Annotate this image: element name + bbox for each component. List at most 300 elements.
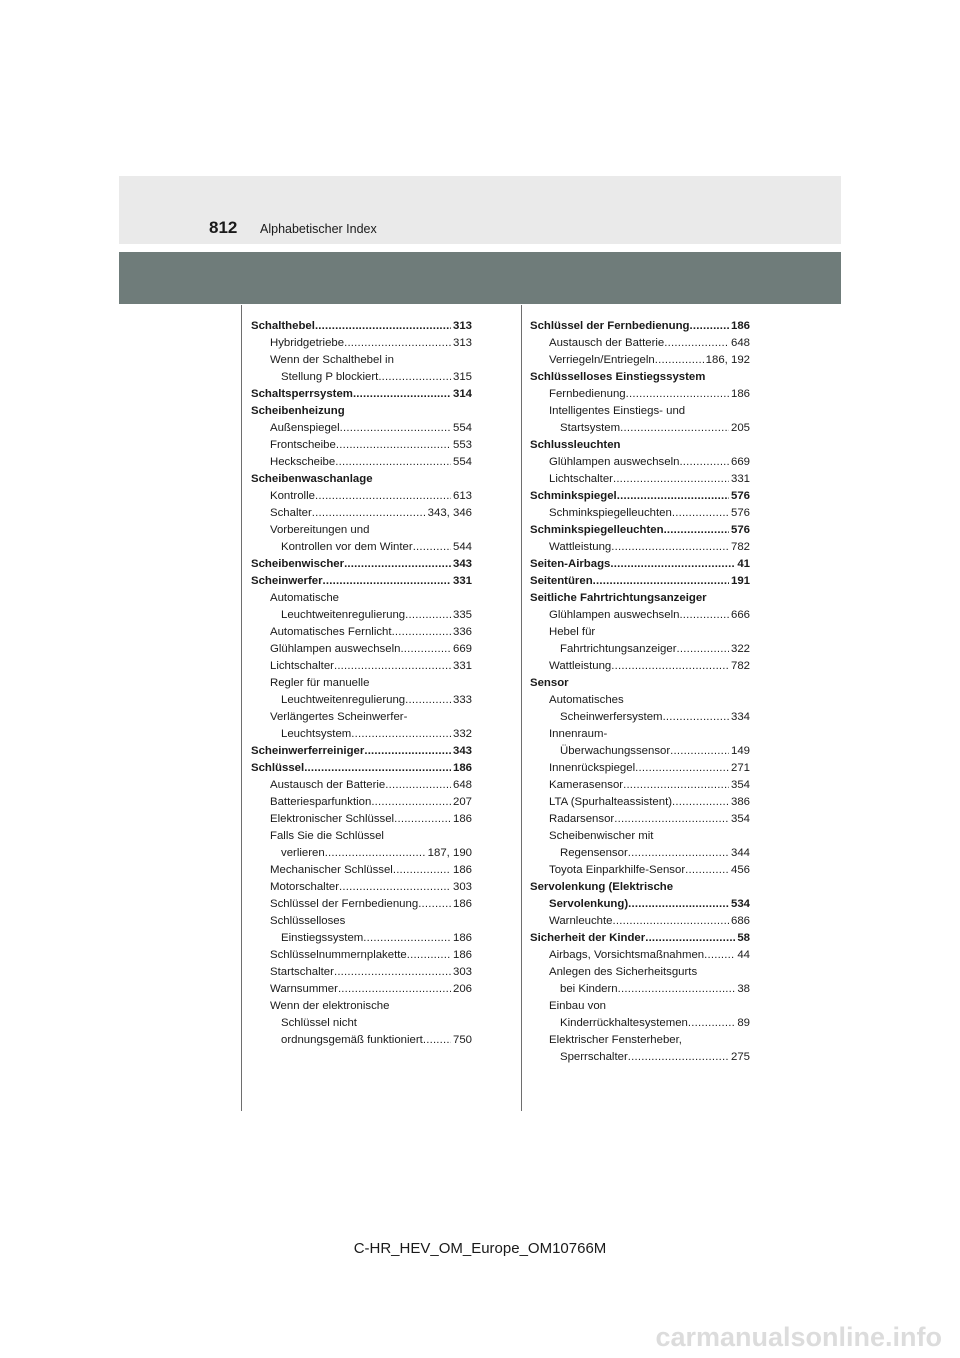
index-page-ref: 186: [730, 388, 750, 400]
index-page-ref: 275: [730, 1051, 750, 1063]
index-entry-sub: [251, 522, 472, 539]
dot-leader: [335, 454, 451, 471]
index-entry-text: Regensensor: [560, 847, 628, 859]
index-entry-sub: [251, 777, 472, 794]
dot-leader: [611, 539, 729, 556]
index-entry-sub: [251, 624, 472, 641]
index-entry-main: [251, 471, 472, 488]
index-entry-sub: [530, 726, 750, 743]
index-entry-text: Schaltsperrsystem: [251, 388, 353, 400]
index-page-ref: 554: [452, 422, 472, 434]
dot-leader: [613, 471, 729, 488]
dot-leader: [635, 760, 729, 777]
index-entry-main: [530, 930, 750, 947]
index-page-ref: 186: [452, 949, 472, 961]
dot-leader: [664, 335, 729, 352]
index-entry-sub: [530, 828, 750, 845]
dot-leader: [672, 794, 729, 811]
index-entry-text: Außenspiegel: [270, 422, 340, 434]
index-entry-sub: [530, 981, 750, 998]
index-entry-text: bei Kindern: [560, 983, 618, 995]
index-entry-text: Verlängertes Scheinwerfer-: [270, 711, 408, 723]
dot-leader: [407, 947, 451, 964]
index-entry-text: Schlüsselloses Einstiegssystem: [530, 371, 706, 383]
index-entry-sub: [251, 913, 472, 930]
dot-leader: [394, 811, 451, 828]
index-page-ref: 89: [737, 1017, 750, 1029]
index-entry-sub: [251, 845, 472, 862]
index-entry-text: Scheinwerfer: [251, 575, 323, 587]
index-page-ref: 344: [730, 847, 750, 859]
index-entry-main: [530, 573, 750, 590]
dot-leader: [685, 862, 729, 879]
index-entry-text: Elektrischer Fensterheber,: [549, 1034, 682, 1046]
dot-leader: [704, 947, 735, 964]
index-entry-sub: [251, 607, 472, 624]
index-entry-sub: [530, 607, 750, 624]
index-entry-main: [530, 896, 750, 913]
index-entry-sub: [251, 828, 472, 845]
index-page-ref: 544: [452, 541, 472, 553]
index-entry-sub: [530, 454, 750, 471]
dot-leader: [338, 981, 451, 998]
index-page-ref: 315: [452, 371, 472, 383]
index-entry-sub: [251, 590, 472, 607]
section-band: [119, 252, 841, 304]
index-page-ref: 44: [737, 949, 750, 961]
index-entry-text: Falls Sie die Schlüssel: [270, 830, 384, 842]
index-entry-text: Servolenkung): [549, 898, 629, 910]
index-page-ref: 186: [452, 864, 472, 876]
dot-leader: [315, 318, 451, 335]
index-entry-text: LTA (Spurhalteassistent): [549, 796, 673, 808]
index-entry-text: Einstiegssystem: [281, 932, 364, 944]
index-page-ref: 186: [452, 932, 472, 944]
index-entry-sub: [530, 760, 750, 777]
index-page-ref: 331: [452, 660, 472, 672]
index-entry-main: [530, 318, 750, 335]
index-entry-sub: [251, 420, 472, 437]
dot-leader: [670, 743, 729, 760]
dot-leader: [611, 658, 729, 675]
document-id: C-HR_HEV_OM_Europe_OM10766M: [353, 1240, 607, 1257]
index-page-ref: 782: [730, 660, 750, 672]
index-entry-sub: [251, 794, 472, 811]
index-entry-text: Airbags, Vorsichtsmaßnahmen: [549, 949, 705, 961]
index-entry-text: Warnsummer: [270, 983, 338, 995]
index-entry-sub: [251, 1015, 472, 1032]
dot-leader: [614, 811, 729, 828]
index-entry-text: Toyota Einparkhilfe-Sensor: [549, 864, 686, 876]
dot-leader: [325, 845, 426, 862]
index-entry-text: Leuchtweitenregulierung: [281, 694, 406, 706]
index-page-ref: 186: [730, 320, 750, 332]
index-entry-text: Einbau von: [549, 1000, 606, 1012]
dot-leader: [628, 845, 729, 862]
index-page-ref: 648: [452, 779, 472, 791]
index-page-ref: 206: [452, 983, 472, 995]
index-entry-text: Schlüssel der Fernbedienung: [270, 898, 419, 910]
dot-leader: [315, 488, 451, 505]
index-page-ref: 186, 192: [705, 354, 750, 366]
index-entry-sub: [251, 930, 472, 947]
index-page-ref: 534: [730, 898, 750, 910]
index-page-ref: 331: [452, 575, 472, 587]
index-page-ref: 669: [730, 456, 750, 468]
index-entry-text: Schalter: [270, 507, 312, 519]
index-entry-sub: [251, 505, 472, 522]
index-page-ref: 207: [452, 796, 472, 808]
index-entry-sub: [530, 1049, 750, 1066]
dot-leader: [304, 760, 451, 777]
index-entry-main: [251, 573, 472, 590]
index-entry-sub: [530, 692, 750, 709]
index-entry-sub: [251, 675, 472, 692]
index-page-ref: 271: [730, 762, 750, 774]
index-entry-text: Leuchtweitenregulierung: [281, 609, 406, 621]
index-entry-sub: [530, 913, 750, 930]
index-entry-sub: [251, 964, 472, 981]
index-entry-main: [251, 743, 472, 760]
index-entry-sub: [251, 454, 472, 471]
dot-leader: [323, 573, 451, 590]
dot-leader: [334, 964, 451, 981]
index-page-ref: 456: [730, 864, 750, 876]
index-entry-main: [251, 386, 472, 403]
index-entry-sub: [530, 658, 750, 675]
index-entry-main: [251, 760, 472, 777]
index-entry-sub: [251, 1032, 472, 1049]
index-entry-sub: [251, 335, 472, 352]
index-entry-text: Stellung P blockiert: [281, 371, 379, 383]
dot-leader: [400, 641, 451, 658]
index-page-ref: 576: [730, 507, 750, 519]
index-entry-text: Schalthebel: [251, 320, 315, 332]
index-entry-text: Warnleuchte: [549, 915, 613, 927]
index-entry-sub: [251, 998, 472, 1015]
dot-leader: [334, 658, 451, 675]
index-entry-text: Innenrückspiegel: [549, 762, 636, 774]
section-title: Alphabetischer Index: [260, 222, 377, 236]
index-entry-main: [530, 879, 750, 896]
index-entry-sub: [530, 794, 750, 811]
index-entry-text: Lichtschalter: [270, 660, 334, 672]
index-entry-sub: [530, 386, 750, 403]
index-entry-text: Fahrtrichtungsanzeiger: [560, 643, 677, 655]
index-column-left: [251, 318, 472, 1049]
dot-leader: [610, 556, 735, 573]
index-entry-sub: [530, 709, 750, 726]
index-entry-text: Automatisches: [549, 694, 624, 706]
index-entry-sub: [251, 437, 472, 454]
index-page-ref: 314: [452, 388, 472, 400]
dot-leader: [679, 454, 729, 471]
index-entry-text: Glühlampen auswechseln: [549, 609, 680, 621]
dot-leader: [623, 777, 729, 794]
index-page-ref: 576: [730, 524, 750, 536]
index-entry-sub: [530, 947, 750, 964]
index-entry-text: Wenn der Schalthebel in: [270, 354, 394, 366]
index-entry-sub: [251, 709, 472, 726]
index-page-ref: 331: [730, 473, 750, 485]
index-entry-sub: [530, 862, 750, 879]
index-page-ref: 313: [452, 337, 472, 349]
index-page-ref: 782: [730, 541, 750, 553]
index-entry-sub: [530, 1015, 750, 1032]
index-entry-text: Schlüsselloses: [270, 915, 346, 927]
index-page-ref: 333: [452, 694, 472, 706]
index-entry-text: Glühlampen auswechseln: [270, 643, 401, 655]
index-entry-main: [251, 556, 472, 573]
index-entry-main: [530, 369, 750, 386]
index-entry-sub: [251, 947, 472, 964]
index-entry-sub: [251, 658, 472, 675]
index-entry-main: [530, 590, 750, 607]
index-page-ref: 149: [730, 745, 750, 757]
index-entry-text: Kinderrückhaltesystemen: [560, 1017, 688, 1029]
index-page-ref: 576: [730, 490, 750, 502]
index-entry-text: Kontrolle: [270, 490, 315, 502]
index-entry-text: Schlüsselnummernplakette: [270, 949, 407, 961]
dot-leader: [405, 607, 451, 624]
index-page-ref: 191: [730, 575, 750, 587]
index-entry-sub: [530, 420, 750, 437]
index-page-ref: 354: [730, 813, 750, 825]
index-entry-text: Sicherheit der Kinder: [530, 932, 646, 944]
index-page-ref: 334: [730, 711, 750, 723]
index-entry-sub: [530, 1032, 750, 1049]
dot-leader: [688, 1015, 735, 1032]
index-entry-text: Startschalter: [270, 966, 334, 978]
index-page-ref: 648: [730, 337, 750, 349]
index-entry-text: Heckscheibe: [270, 456, 336, 468]
index-entry-sub: [251, 488, 472, 505]
index-entry-sub: [530, 335, 750, 352]
dot-leader: [405, 692, 451, 709]
dot-leader: [618, 981, 736, 998]
index-entry-text: Kontrollen vor dem Winter: [281, 541, 413, 553]
index-entry-text: Regler für manuelle: [270, 677, 370, 689]
dot-leader: [351, 726, 451, 743]
index-page-ref: 553: [452, 439, 472, 451]
dot-leader: [664, 522, 729, 539]
index-page-ref: 186: [452, 813, 472, 825]
dot-leader: [628, 896, 729, 913]
index-entry-text: Scheibenwischer mit: [549, 830, 654, 842]
index-entry-text: Anlegen des Sicherheitsgurts: [549, 966, 698, 978]
index-entry-text: Seiten-Airbags: [530, 558, 611, 570]
index-entry-text: Lichtschalter: [549, 473, 613, 485]
index-entry-text: Sensor: [530, 677, 569, 689]
index-page-ref: 332: [452, 728, 472, 740]
dot-leader: [344, 556, 451, 573]
index-entry-sub: [530, 641, 750, 658]
index-entry-text: Innenraum-: [549, 728, 608, 740]
index-entry-text: Wattleistung: [549, 660, 612, 672]
watermark-logo: carmanualsonline.info: [655, 1322, 942, 1352]
dot-leader: [672, 505, 729, 522]
index-entry-text: Schlüssel nicht: [281, 1017, 357, 1029]
index-entry-text: Motorschalter: [270, 881, 340, 893]
index-entry-text: Servolenkung (Elektrische: [530, 881, 674, 893]
index-entry-text: Scheinwerfersystem: [560, 711, 663, 723]
index-entry-sub: [251, 862, 472, 879]
index-entry-sub: [251, 352, 472, 369]
index-page-ref: 343: [452, 745, 472, 757]
index-entry-sub: [530, 743, 750, 760]
index-entry-text: Scheibenwischer: [251, 558, 345, 570]
index-page-ref: 303: [452, 966, 472, 978]
dot-leader: [663, 709, 729, 726]
left-column-rule: [241, 305, 242, 1111]
index-entry-sub: [530, 505, 750, 522]
index-entry-text: Batteriesparfunktion: [270, 796, 372, 808]
index-entry-sub: [530, 777, 750, 794]
index-page-ref: 303: [452, 881, 472, 893]
index-page-ref: 343: [452, 558, 472, 570]
index-entry-text: Schminkspiegelleuchten: [549, 507, 672, 519]
index-entry-text: Schlüssel der Fernbedienung: [530, 320, 690, 332]
dot-leader: [371, 794, 451, 811]
index-entry-text: Schlussleuchten: [530, 439, 621, 451]
dot-leader: [620, 420, 729, 437]
index-entry-text: Seitentüren: [530, 575, 593, 587]
dot-leader: [344, 335, 451, 352]
index-page-ref: 186: [452, 898, 472, 910]
index-page-ref: 205: [730, 422, 750, 434]
index-entry-sub: [530, 811, 750, 828]
index-entry-sub: [530, 964, 750, 981]
dot-leader: [363, 930, 451, 947]
index-page-ref: 613: [452, 490, 472, 502]
index-entry-text: Kamerasensor: [549, 779, 624, 791]
index-entry-sub: [530, 998, 750, 1015]
index-page-ref: 313: [452, 320, 472, 332]
index-entry-text: Verriegeln/Entriegeln: [549, 354, 655, 366]
index-column-right: [530, 318, 750, 1066]
center-column-rule: [521, 305, 522, 1111]
dot-leader: [655, 352, 704, 369]
dot-leader: [312, 505, 426, 522]
index-entry-sub: [251, 539, 472, 556]
index-entry-main: [530, 522, 750, 539]
index-entry-sub: [530, 471, 750, 488]
index-entry-sub: [251, 811, 472, 828]
index-entry-sub: [251, 692, 472, 709]
dot-leader: [413, 539, 451, 556]
index-entry-text: Schminkspiegel: [530, 490, 617, 502]
index-entry-sub: [251, 726, 472, 743]
dot-leader: [423, 1032, 451, 1049]
index-entry-text: Startsystem: [560, 422, 621, 434]
index-entry-text: Automatisches Fernlicht: [270, 626, 392, 638]
index-page-ref: 686: [730, 915, 750, 927]
index-page-ref: 38: [737, 983, 750, 995]
index-entry-main: [251, 318, 472, 335]
index-entry-sub: [530, 845, 750, 862]
dot-leader: [393, 862, 451, 879]
index-page-ref: 336: [452, 626, 472, 638]
dot-leader: [418, 896, 451, 913]
index-entry-sub: [251, 981, 472, 998]
index-entry-text: Hebel für: [549, 626, 596, 638]
index-page-ref: 335: [452, 609, 472, 621]
page-number: 812: [209, 218, 238, 237]
index-page-ref: 554: [452, 456, 472, 468]
index-page-ref: 322: [730, 643, 750, 655]
dot-leader: [364, 743, 451, 760]
index-page-ref: 41: [737, 558, 750, 570]
dot-leader: [613, 913, 729, 930]
index-entry-sub: [251, 641, 472, 658]
index-entry-text: Austausch der Batterie: [549, 337, 665, 349]
index-page-ref: 186: [452, 762, 472, 774]
index-entry-text: Automatische: [270, 592, 340, 604]
index-entry-text: Sperrschalter: [560, 1051, 628, 1063]
dot-leader: [645, 930, 735, 947]
index-entry-text: Elektronischer Schlüssel: [270, 813, 395, 825]
index-entry-text: Glühlampen auswechseln: [549, 456, 680, 468]
index-page-ref: 187, 190: [427, 847, 472, 859]
dot-leader: [690, 318, 729, 335]
dot-leader: [378, 369, 451, 386]
index-entry-main: [530, 675, 750, 692]
dot-leader: [392, 624, 451, 641]
index-entry-text: Wattleistung: [549, 541, 612, 553]
dot-leader: [336, 437, 451, 454]
index-entry-text: Mechanischer Schlüssel: [270, 864, 393, 876]
index-entry-text: Scheibenheizung: [251, 405, 345, 417]
index-entry-text: Wenn der elektronische: [270, 1000, 390, 1012]
index-entry-text: Radarsensor: [549, 813, 615, 825]
index-page-ref: 354: [730, 779, 750, 791]
index-entry-text: Scheinwerferreiniger: [251, 745, 365, 757]
index-entry-text: Leuchtsystem: [281, 728, 352, 740]
index-page-ref: 750: [452, 1034, 472, 1046]
dot-leader: [385, 777, 451, 794]
index-entry-sub: [530, 624, 750, 641]
index-entry-main: [530, 556, 750, 573]
index-entry-main: [530, 488, 750, 505]
index-page-ref: 386: [730, 796, 750, 808]
index-entry-text: Vorbereitungen und: [270, 524, 370, 536]
index-entry-text: Fernbedienung: [549, 388, 626, 400]
index-entry-sub: [251, 896, 472, 913]
index-entry-text: ordnungsgemäß funktioniert: [281, 1034, 423, 1046]
index-page-ref: 58: [737, 932, 750, 944]
index-entry-main: [251, 403, 472, 420]
dot-leader: [628, 1049, 729, 1066]
index-entry-text: Intelligentes Einstiegs- und: [549, 405, 686, 417]
index-page-ref: 343, 346: [427, 507, 472, 519]
index-entry-text: Scheibenwaschanlage: [251, 473, 373, 485]
dot-leader: [339, 879, 451, 896]
index-entry-sub: [251, 369, 472, 386]
dot-leader: [617, 488, 729, 505]
index-entry-text: Austausch der Batterie: [270, 779, 386, 791]
dot-leader: [353, 386, 451, 403]
dot-leader: [340, 420, 451, 437]
dot-leader: [593, 573, 729, 590]
index-entry-text: Seitliche Fahrtrichtungsanzeiger: [530, 592, 707, 604]
index-entry-sub: [530, 403, 750, 420]
index-entry-sub: [530, 352, 750, 369]
index-entry-text: Schlüssel: [251, 762, 305, 774]
index-page-ref: 666: [730, 609, 750, 621]
index-entry-sub: [530, 539, 750, 556]
index-entry-text: Schminkspiegelleuchten: [530, 524, 664, 536]
index-entry-text: Hybridgetriebe: [270, 337, 345, 349]
